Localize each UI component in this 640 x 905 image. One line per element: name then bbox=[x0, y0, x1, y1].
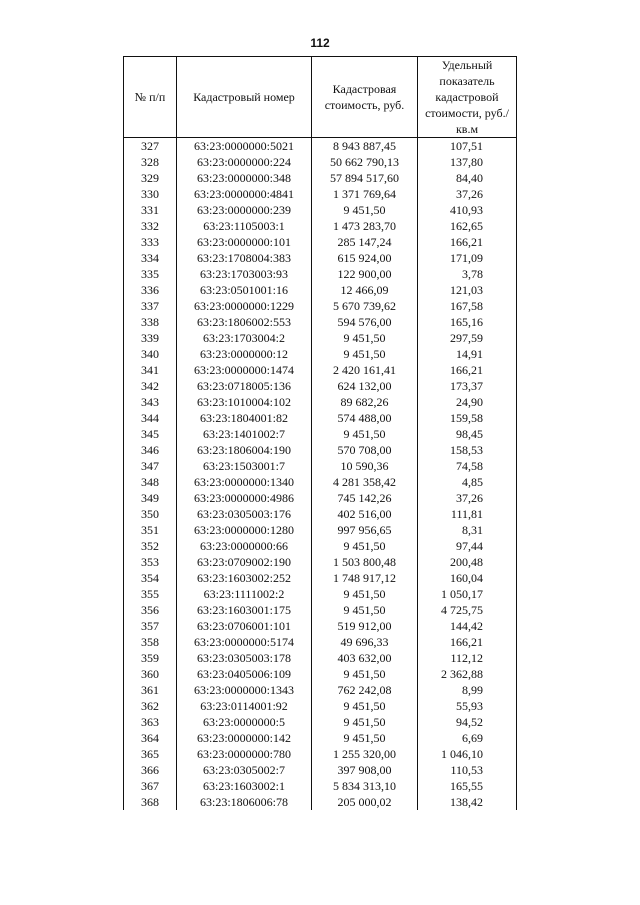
specific-value-cell: 8,99 bbox=[418, 682, 517, 698]
cadastral-value-cell: 9 451,50 bbox=[312, 602, 418, 618]
row-number-cell: 333 bbox=[124, 234, 177, 250]
specific-value-cell: 166,21 bbox=[418, 634, 517, 650]
cadastral-value-cell: 402 516,00 bbox=[312, 506, 418, 522]
specific-value-cell: 2 362,88 bbox=[418, 666, 517, 682]
cadastral-value-cell: 122 900,00 bbox=[312, 266, 418, 282]
row-number-cell: 360 bbox=[124, 666, 177, 682]
table-header-row bbox=[124, 57, 517, 138]
specific-value-cell: 37,26 bbox=[418, 490, 517, 506]
cadastral-number-cell: 63:23:1806002:553 bbox=[177, 314, 312, 330]
table-row bbox=[124, 234, 517, 250]
cadastral-number-cell: 63:23:1804001:82 bbox=[177, 410, 312, 426]
specific-value-cell: 74,58 bbox=[418, 458, 517, 474]
table-row bbox=[124, 698, 517, 714]
table-row bbox=[124, 714, 517, 730]
cadastral-value-cell: 10 590,36 bbox=[312, 458, 418, 474]
specific-value-cell: 112,12 bbox=[418, 650, 517, 666]
cadastral-value-cell: 1 473 283,70 bbox=[312, 218, 418, 234]
row-number-cell: 337 bbox=[124, 298, 177, 314]
table-row bbox=[124, 330, 517, 346]
row-number-cell: 340 bbox=[124, 346, 177, 362]
specific-value-cell: 3,78 bbox=[418, 266, 517, 282]
table-row bbox=[124, 346, 517, 362]
cadastral-value-cell: 9 451,50 bbox=[312, 426, 418, 442]
cadastral-value-cell: 9 451,50 bbox=[312, 730, 418, 746]
cadastral-value-cell: 57 894 517,60 bbox=[312, 170, 418, 186]
cadastral-value-cell: 205 000,02 bbox=[312, 794, 418, 810]
table-row bbox=[124, 762, 517, 778]
table-row bbox=[124, 250, 517, 266]
cadastral-number-cell: 63:23:0000000:4841 bbox=[177, 186, 312, 202]
row-number-cell: 356 bbox=[124, 602, 177, 618]
table-row bbox=[124, 682, 517, 698]
row-number-cell: 362 bbox=[124, 698, 177, 714]
cadastral-value-cell: 1 748 917,12 bbox=[312, 570, 418, 586]
row-number-cell: 338 bbox=[124, 314, 177, 330]
table-row bbox=[124, 138, 517, 155]
row-number-cell: 359 bbox=[124, 650, 177, 666]
cadastral-value-cell: 89 682,26 bbox=[312, 394, 418, 410]
cadastral-value-cell: 5 670 739,62 bbox=[312, 298, 418, 314]
cadastral-number-cell: 63:23:0305003:176 bbox=[177, 506, 312, 522]
row-number-cell: 343 bbox=[124, 394, 177, 410]
cadastral-value-cell: 5 834 313,10 bbox=[312, 778, 418, 794]
cadastral-number-cell: 63:23:0000000:239 bbox=[177, 202, 312, 218]
row-number-cell: 364 bbox=[124, 730, 177, 746]
cadastral-value-cell: 9 451,50 bbox=[312, 346, 418, 362]
cadastral-number-cell: 63:23:0000000:5 bbox=[177, 714, 312, 730]
specific-value-cell: 1 050,17 bbox=[418, 586, 517, 602]
cadastral-number-cell: 63:23:1703004:2 bbox=[177, 330, 312, 346]
table-row bbox=[124, 154, 517, 170]
row-number-cell: 331 bbox=[124, 202, 177, 218]
specific-value-cell: 110,53 bbox=[418, 762, 517, 778]
cadastral-number-cell: 63:23:1010004:102 bbox=[177, 394, 312, 410]
table-row bbox=[124, 378, 517, 394]
cadastral-value-cell: 615 924,00 bbox=[312, 250, 418, 266]
row-number-cell: 363 bbox=[124, 714, 177, 730]
row-number-cell: 344 bbox=[124, 410, 177, 426]
table-row bbox=[124, 506, 517, 522]
row-number-cell: 361 bbox=[124, 682, 177, 698]
cadastral-number-cell: 63:23:0405006:109 bbox=[177, 666, 312, 682]
table-row bbox=[124, 650, 517, 666]
specific-value-cell: 111,81 bbox=[418, 506, 517, 522]
row-number-cell: 357 bbox=[124, 618, 177, 634]
cadastral-value-cell: 519 912,00 bbox=[312, 618, 418, 634]
cadastral-value-table bbox=[123, 56, 517, 810]
cadastral-value-cell: 9 451,50 bbox=[312, 330, 418, 346]
row-number-cell: 341 bbox=[124, 362, 177, 378]
table-row bbox=[124, 618, 517, 634]
row-number-cell: 342 bbox=[124, 378, 177, 394]
cadastral-value-cell: 403 632,00 bbox=[312, 650, 418, 666]
table-row bbox=[124, 426, 517, 442]
cadastral-number-cell: 63:23:0000000:66 bbox=[177, 538, 312, 554]
row-number-cell: 339 bbox=[124, 330, 177, 346]
row-number-cell: 328 bbox=[124, 154, 177, 170]
table-row bbox=[124, 586, 517, 602]
specific-value-cell: 166,21 bbox=[418, 234, 517, 250]
specific-value-cell: 4 725,75 bbox=[418, 602, 517, 618]
cadastral-number-cell: 63:23:1401002:7 bbox=[177, 426, 312, 442]
table-row bbox=[124, 538, 517, 554]
header-specific-value: Удельный показатель кадастровой стоимости, руб./кв.м bbox=[418, 57, 517, 138]
row-number-cell: 329 bbox=[124, 170, 177, 186]
cadastral-number-cell: 63:23:0000000:142 bbox=[177, 730, 312, 746]
row-number-cell: 366 bbox=[124, 762, 177, 778]
specific-value-cell: 137,80 bbox=[418, 154, 517, 170]
header-cadastral-number: Кадастровый номер bbox=[177, 57, 312, 138]
row-number-cell: 358 bbox=[124, 634, 177, 650]
specific-value-cell: 159,58 bbox=[418, 410, 517, 426]
table-row bbox=[124, 474, 517, 490]
cadastral-number-cell: 63:23:0000000:1229 bbox=[177, 298, 312, 314]
cadastral-number-cell: 63:23:0000000:5174 bbox=[177, 634, 312, 650]
cadastral-number-cell: 63:23:1806006:78 bbox=[177, 794, 312, 810]
row-number-cell: 352 bbox=[124, 538, 177, 554]
table-row bbox=[124, 522, 517, 538]
table-row bbox=[124, 794, 517, 810]
specific-value-cell: 37,26 bbox=[418, 186, 517, 202]
row-number-cell: 346 bbox=[124, 442, 177, 458]
specific-value-cell: 173,37 bbox=[418, 378, 517, 394]
cadastral-number-cell: 63:23:0000000:780 bbox=[177, 746, 312, 762]
specific-value-cell: 165,16 bbox=[418, 314, 517, 330]
cadastral-number-cell: 63:23:0114001:92 bbox=[177, 698, 312, 714]
cadastral-number-cell: 63:23:0305002:7 bbox=[177, 762, 312, 778]
cadastral-value-cell: 570 708,00 bbox=[312, 442, 418, 458]
cadastral-value-cell: 1 371 769,64 bbox=[312, 186, 418, 202]
cadastral-number-cell: 63:23:0709002:190 bbox=[177, 554, 312, 570]
table-row bbox=[124, 490, 517, 506]
table-row bbox=[124, 202, 517, 218]
specific-value-cell: 14,91 bbox=[418, 346, 517, 362]
row-number-cell: 332 bbox=[124, 218, 177, 234]
table-row bbox=[124, 458, 517, 474]
specific-value-cell: 158,53 bbox=[418, 442, 517, 458]
row-number-cell: 368 bbox=[124, 794, 177, 810]
cadastral-number-cell: 63:23:0706001:101 bbox=[177, 618, 312, 634]
table-row bbox=[124, 602, 517, 618]
cadastral-number-cell: 63:23:1703003:93 bbox=[177, 266, 312, 282]
cadastral-number-cell: 63:23:0000000:1340 bbox=[177, 474, 312, 490]
table-row bbox=[124, 570, 517, 586]
table-body bbox=[124, 138, 517, 811]
cadastral-table-container bbox=[123, 56, 516, 810]
table-row bbox=[124, 186, 517, 202]
cadastral-number-cell: 63:23:1111002:2 bbox=[177, 586, 312, 602]
table-row bbox=[124, 634, 517, 650]
table-row bbox=[124, 746, 517, 762]
specific-value-cell: 200,48 bbox=[418, 554, 517, 570]
cadastral-value-cell: 8 943 887,45 bbox=[312, 138, 418, 155]
row-number-cell: 349 bbox=[124, 490, 177, 506]
cadastral-value-cell: 997 956,65 bbox=[312, 522, 418, 538]
cadastral-number-cell: 63:23:0000000:12 bbox=[177, 346, 312, 362]
specific-value-cell: 166,21 bbox=[418, 362, 517, 378]
specific-value-cell: 4,85 bbox=[418, 474, 517, 490]
specific-value-cell: 138,42 bbox=[418, 794, 517, 810]
specific-value-cell: 162,65 bbox=[418, 218, 517, 234]
specific-value-cell: 98,45 bbox=[418, 426, 517, 442]
cadastral-value-cell: 12 466,09 bbox=[312, 282, 418, 298]
table-row bbox=[124, 410, 517, 426]
table-row bbox=[124, 298, 517, 314]
table-row bbox=[124, 394, 517, 410]
specific-value-cell: 160,04 bbox=[418, 570, 517, 586]
row-number-cell: 347 bbox=[124, 458, 177, 474]
cadastral-number-cell: 63:23:0501001:16 bbox=[177, 282, 312, 298]
row-number-cell: 350 bbox=[124, 506, 177, 522]
cadastral-value-cell: 624 132,00 bbox=[312, 378, 418, 394]
cadastral-value-cell: 9 451,50 bbox=[312, 714, 418, 730]
table-row bbox=[124, 266, 517, 282]
cadastral-number-cell: 63:23:0305003:178 bbox=[177, 650, 312, 666]
cadastral-value-cell: 1 255 320,00 bbox=[312, 746, 418, 762]
cadastral-value-cell: 9 451,50 bbox=[312, 698, 418, 714]
cadastral-number-cell: 63:23:1708004:383 bbox=[177, 250, 312, 266]
row-number-cell: 354 bbox=[124, 570, 177, 586]
specific-value-cell: 167,58 bbox=[418, 298, 517, 314]
cadastral-value-cell: 49 696,33 bbox=[312, 634, 418, 650]
specific-value-cell: 297,59 bbox=[418, 330, 517, 346]
cadastral-value-cell: 2 420 161,41 bbox=[312, 362, 418, 378]
cadastral-number-cell: 63:23:1603002:252 bbox=[177, 570, 312, 586]
specific-value-cell: 165,55 bbox=[418, 778, 517, 794]
specific-value-cell: 97,44 bbox=[418, 538, 517, 554]
cadastral-number-cell: 63:23:1806004:190 bbox=[177, 442, 312, 458]
row-number-cell: 365 bbox=[124, 746, 177, 762]
cadastral-number-cell: 63:23:0000000:4986 bbox=[177, 490, 312, 506]
specific-value-cell: 107,51 bbox=[418, 138, 517, 155]
cadastral-value-cell: 762 242,08 bbox=[312, 682, 418, 698]
cadastral-value-cell: 1 503 800,48 bbox=[312, 554, 418, 570]
cadastral-value-cell: 594 576,00 bbox=[312, 314, 418, 330]
row-number-cell: 351 bbox=[124, 522, 177, 538]
cadastral-value-cell: 50 662 790,13 bbox=[312, 154, 418, 170]
cadastral-value-cell: 9 451,50 bbox=[312, 586, 418, 602]
cadastral-number-cell: 63:23:0000000:348 bbox=[177, 170, 312, 186]
specific-value-cell: 55,93 bbox=[418, 698, 517, 714]
cadastral-number-cell: 63:23:0000000:1343 bbox=[177, 682, 312, 698]
row-number-cell: 355 bbox=[124, 586, 177, 602]
table-row bbox=[124, 314, 517, 330]
cadastral-number-cell: 63:23:1603002:1 bbox=[177, 778, 312, 794]
specific-value-cell: 410,93 bbox=[418, 202, 517, 218]
row-number-cell: 367 bbox=[124, 778, 177, 794]
table-row bbox=[124, 666, 517, 682]
table-row bbox=[124, 170, 517, 186]
table-row bbox=[124, 362, 517, 378]
cadastral-value-cell: 745 142,26 bbox=[312, 490, 418, 506]
cadastral-number-cell: 63:23:0000000:224 bbox=[177, 154, 312, 170]
cadastral-value-cell: 9 451,50 bbox=[312, 202, 418, 218]
specific-value-cell: 24,90 bbox=[418, 394, 517, 410]
table-row bbox=[124, 554, 517, 570]
cadastral-number-cell: 63:23:0718005:136 bbox=[177, 378, 312, 394]
row-number-cell: 353 bbox=[124, 554, 177, 570]
specific-value-cell: 6,69 bbox=[418, 730, 517, 746]
cadastral-number-cell: 63:23:1105003:1 bbox=[177, 218, 312, 234]
cadastral-value-cell: 9 451,50 bbox=[312, 666, 418, 682]
table-row bbox=[124, 218, 517, 234]
specific-value-cell: 144,42 bbox=[418, 618, 517, 634]
specific-value-cell: 84,40 bbox=[418, 170, 517, 186]
page-number: 112 bbox=[310, 36, 330, 50]
row-number-cell: 348 bbox=[124, 474, 177, 490]
cadastral-number-cell: 63:23:0000000:1474 bbox=[177, 362, 312, 378]
specific-value-cell: 121,03 bbox=[418, 282, 517, 298]
specific-value-cell: 94,52 bbox=[418, 714, 517, 730]
cadastral-value-cell: 574 488,00 bbox=[312, 410, 418, 426]
specific-value-cell: 171,09 bbox=[418, 250, 517, 266]
table-row bbox=[124, 442, 517, 458]
header-cadastral-value: Кадастровая стоимость, руб. bbox=[312, 57, 418, 138]
row-number-cell: 334 bbox=[124, 250, 177, 266]
specific-value-cell: 1 046,10 bbox=[418, 746, 517, 762]
row-number-cell: 335 bbox=[124, 266, 177, 282]
row-number-cell: 330 bbox=[124, 186, 177, 202]
cadastral-value-cell: 4 281 358,42 bbox=[312, 474, 418, 490]
row-number-cell: 345 bbox=[124, 426, 177, 442]
cadastral-number-cell: 63:23:1503001:7 bbox=[177, 458, 312, 474]
cadastral-value-cell: 397 908,00 bbox=[312, 762, 418, 778]
cadastral-value-cell: 9 451,50 bbox=[312, 538, 418, 554]
table-row bbox=[124, 730, 517, 746]
cadastral-value-cell: 285 147,24 bbox=[312, 234, 418, 250]
specific-value-cell: 8,31 bbox=[418, 522, 517, 538]
cadastral-number-cell: 63:23:0000000:101 bbox=[177, 234, 312, 250]
row-number-cell: 327 bbox=[124, 138, 177, 155]
cadastral-number-cell: 63:23:1603001:175 bbox=[177, 602, 312, 618]
table-row bbox=[124, 282, 517, 298]
cadastral-number-cell: 63:23:0000000:1280 bbox=[177, 522, 312, 538]
row-number-cell: 336 bbox=[124, 282, 177, 298]
header-num: № п/п bbox=[124, 57, 177, 138]
table-row bbox=[124, 778, 517, 794]
cadastral-number-cell: 63:23:0000000:5021 bbox=[177, 138, 312, 155]
